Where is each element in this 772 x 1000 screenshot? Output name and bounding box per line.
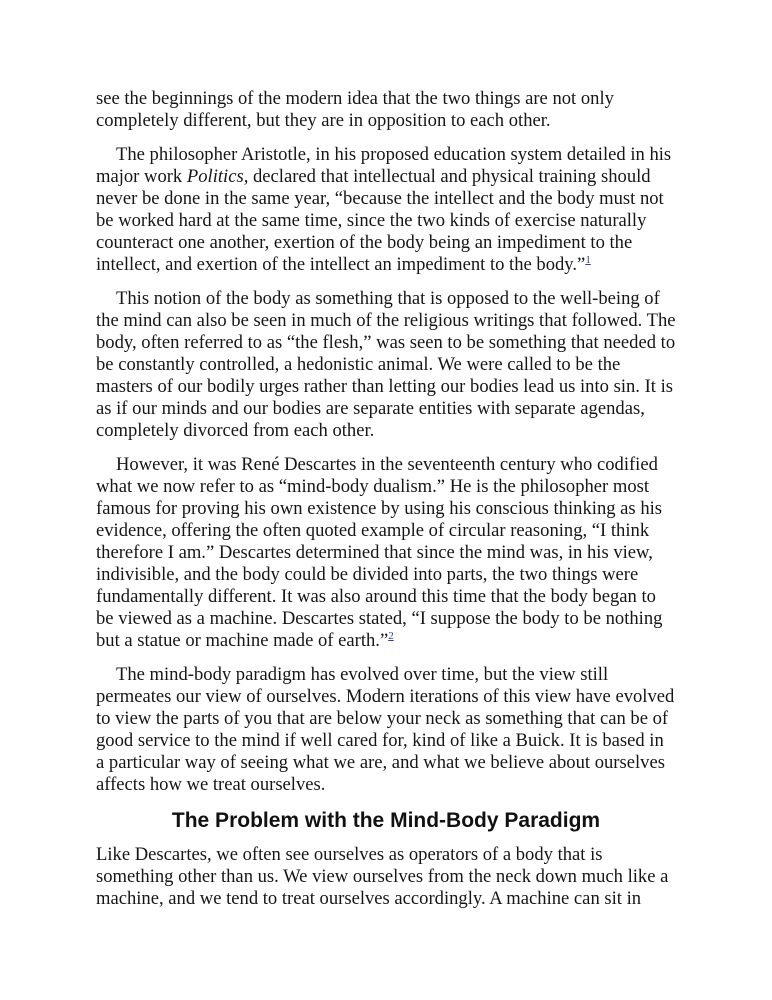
paragraph-2 xyxy=(96,144,676,276)
paragraph-6: Like Descartes, we often see ourselves as operators of a body that is something other than us. We view ourselves from the neck down much like a machine, and we tend to treat ourselves accordingly. A machine can sit in xyxy=(96,844,669,909)
section-heading: The Problem with the Mind-Body Paradigm xyxy=(171,809,601,832)
paragraph-2-text-a: The philosopher Aristotle, in his proposed education system detailed in his major work xyxy=(96,144,672,187)
paragraph-2-text-b: declared that intellectual and physical training should never be done in the same year, “because the intellect and the body must not be worked hard at the same time, since the two kinds of exercise naturally counteract one another, exertion of the body being an impediment to the intellect, and exertion of the intellect an impediment to the body.” xyxy=(96,166,664,275)
document-page xyxy=(96,88,676,922)
work-title-politics: Politics, xyxy=(186,166,249,187)
paragraph-1: see the beginnings of the modern idea that the two things are not only completely different, but they are in opposition to each other. xyxy=(96,88,614,131)
paragraph-4 xyxy=(96,454,676,652)
footnote-link-1[interactable]: 1 xyxy=(585,253,591,266)
paragraph-5: The mind-body paradigm has evolved over time, but the view still permeates our view of ourselves. Modern iterations of this view have evolved to view the parts of you that are below your neck as something that can be of good service to the mind if well cared for, kind of like a Buick. It is based in a particular way of seeing what we are, and what we believe about ourselves affects how we treat ourselves. xyxy=(96,664,675,795)
footnote-link-2[interactable]: 2 xyxy=(388,629,394,642)
paragraph-3: This notion of the body as something that is opposed to the well-being of the mind can also be seen in much of the religious writings that followed. The body, often referred to as “the flesh,” was seen to be something that needed to be constantly controlled, a hedonistic animal. We were called to be the masters of our bodily urges rather than letting our bodies lead us into sin. It is as if our minds and our bodies are separate entities with separate agendas, completely divorced from each other. xyxy=(96,288,676,441)
paragraph-4-text: However, it was René Descartes in the seventeenth century who codified what we now refer to as “mind-body dualism.” He is the philosopher most famous for proving his own existence by using his conscious thinking as his evidence, offering the often quoted example of circular reasoning, “I think therefore I am.” Descartes determined that since the mind was, in his view, indivisible, and the body could be divided into parts, the two things were fundamentally different. It was also around this time that the body began to be viewed as a machine. Descartes stated, “I suppose the body to be nothing but a statue or machine made of earth.” xyxy=(96,454,663,651)
